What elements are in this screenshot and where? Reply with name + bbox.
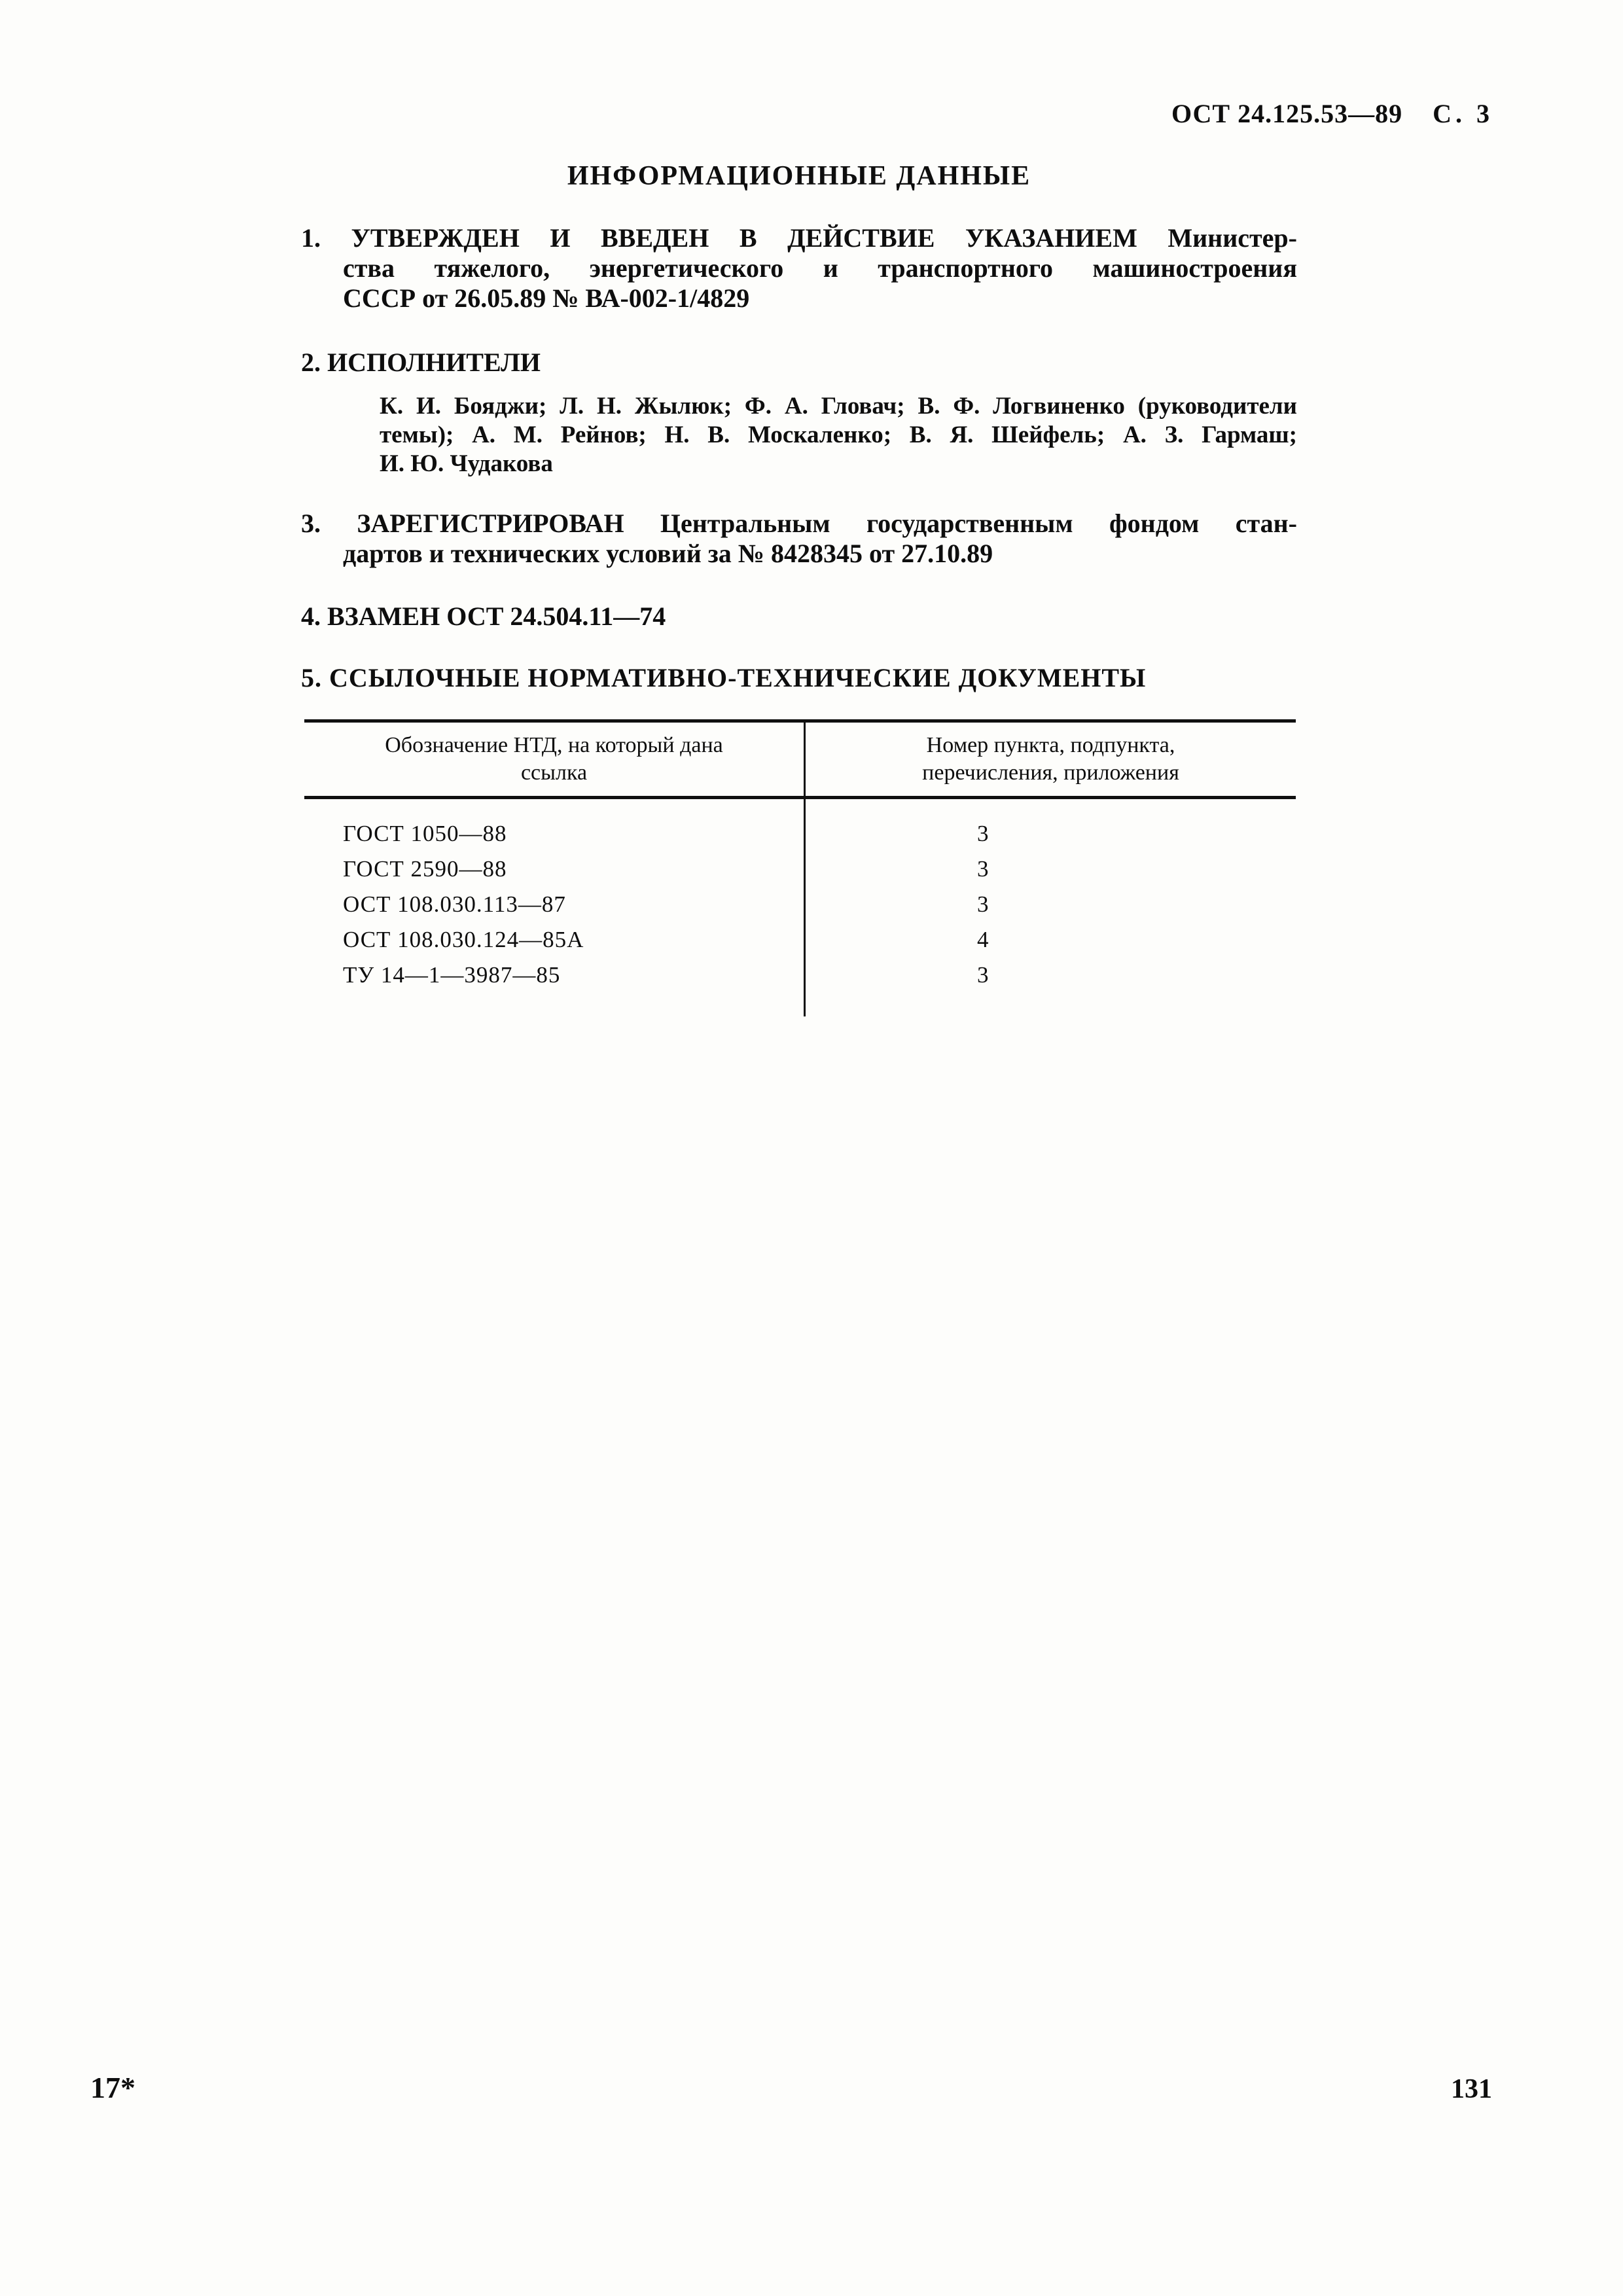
table-cell-ref: ГОСТ 2590—88 <box>343 856 507 882</box>
table-body <box>304 799 1296 1016</box>
section-3-line: 3. ЗАРЕГИСТРИРОВАН Центральным государственным фондом стан- <box>301 509 1297 538</box>
table-header-col1-text: Обозначение НТД, на который дана ссылка <box>385 733 723 785</box>
table-header-col2 <box>804 723 1296 796</box>
section-4-replaces <box>301 601 1297 632</box>
table-cell-ref: ОСТ 108.030.113—87 <box>343 891 566 917</box>
doc-number: ОСТ 24.125.53—89 <box>1171 99 1403 128</box>
section-3-registered <box>301 509 1297 569</box>
table-cell-num: 4 <box>977 927 989 952</box>
table-cell-ref: ТУ 14—1—3987—85 <box>343 962 561 988</box>
section-5-line: 5. ССЫЛОЧНЫЕ НОРМАТИВНО-ТЕХНИЧЕСКИЕ ДОКУМЕНТЫ <box>301 663 1147 692</box>
content-column <box>301 160 1297 1016</box>
section-3-line: дартов и технических условий за № 8428345 от 27.10.89 <box>343 539 993 568</box>
page-number-label: С. 3 <box>1433 99 1493 128</box>
section-4-line: 4. ВЗАМЕН ОСТ 24.504.11—74 <box>301 601 666 631</box>
table-header-row <box>304 723 1296 799</box>
table-cell-ref: ОСТ 108.030.124—85А <box>343 927 584 952</box>
references-table <box>304 719 1296 1016</box>
executors-line: И. Ю. Чудакова <box>380 450 553 477</box>
section-1-line: ства тяжелого, энергетического и транспортного машиностроения <box>343 253 1297 283</box>
table-cell-num: 3 <box>977 856 989 882</box>
table-row <box>304 887 1296 922</box>
section-1-line: 1. УТВЕРЖДЕН И ВВЕДЕН В ДЕЙСТВИЕ УКАЗАНИЕМ Министер- <box>301 223 1297 253</box>
table-cell-num: 3 <box>977 891 989 917</box>
section-2-heading <box>301 348 1297 378</box>
table-row <box>304 958 1296 993</box>
executors-line: темы); А. М. Рейнов; Н. В. Москаленко; В. Я. Шейфель; А. З. Гармаш; <box>380 422 1297 448</box>
page-number: 131 <box>1451 2074 1492 2104</box>
table-header-col1 <box>304 723 804 796</box>
table-row <box>304 922 1296 958</box>
running-header <box>1171 98 1493 129</box>
table-header-col2-text: Номер пункта, подпункта, перечисления, приложения <box>922 733 1179 785</box>
table-row <box>304 852 1296 887</box>
table-cell-ref: ГОСТ 1050—88 <box>343 821 507 846</box>
sheet-mark: 17* <box>90 2071 135 2104</box>
table-cell-num: 3 <box>977 821 989 846</box>
section-1-approved <box>301 223 1297 314</box>
section-2-executors-list <box>380 392 1297 478</box>
section-2-heading-text: 2. ИСПОЛНИТЕЛИ <box>301 348 541 377</box>
table-cell-num: 3 <box>977 962 989 988</box>
executors-line: К. И. Бояджи; Л. Н. Жылюк; Ф. А. Гловач; В. Ф. Логвиненко (руководители <box>380 393 1297 420</box>
document-title: ИНФОРМАЦИОННЫЕ ДАННЫЕ <box>567 161 1031 191</box>
table-row <box>304 816 1296 852</box>
section-1-line: СССР от 26.05.89 № ВА-002-1/4829 <box>343 283 750 313</box>
section-5-references-heading <box>301 663 1297 693</box>
